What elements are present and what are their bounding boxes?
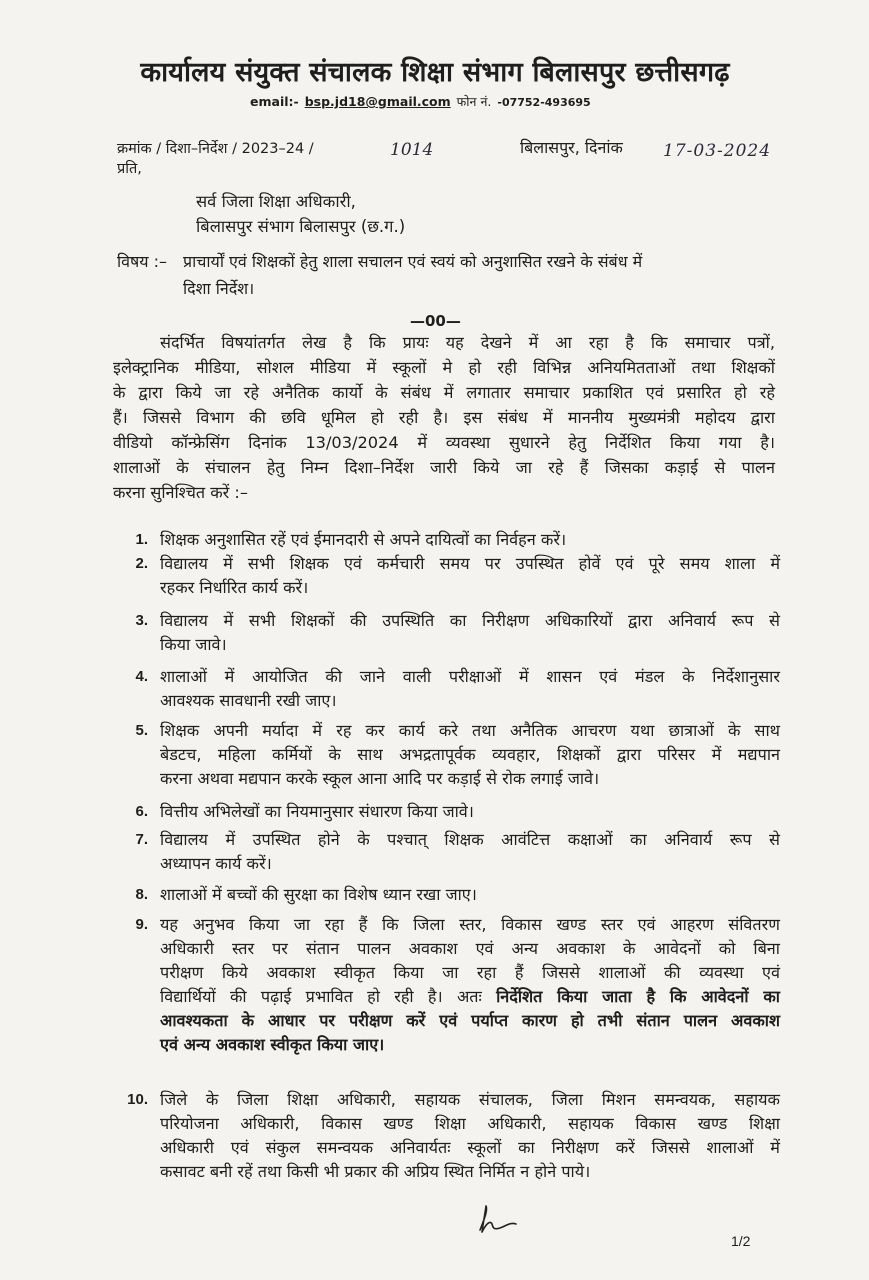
- intro-line: करना सुनिश्चित करें :–: [113, 483, 248, 502]
- item-text: विद्यालय में सभी शिक्षकों की उपस्थिति का निरीक्षण अधिकारियों द्वारा अनिवार्य रूप से: [160, 611, 780, 630]
- handwritten-date: 17-03-2024: [663, 141, 772, 161]
- item-number: 5.: [135, 722, 148, 739]
- page-number: 1/2: [731, 1233, 751, 1249]
- item-text: शिक्षक अपनी मर्यादा में रह कर कार्य करे तथा अनैतिक आचरण यथा छात्राओं के साथ: [160, 721, 780, 740]
- item-text-bold: आवश्यकता के आधार पर परीक्षण करें एवं पर्याप्त कारण हो तभी संतान पालन अवकाश: [160, 1011, 780, 1030]
- item-text: शालाओं में आयोजित की जाने वाली परीक्षाओं में शासन एवं मंडल के निर्देशानुसार: [160, 667, 780, 686]
- item-number: 1.: [135, 531, 148, 548]
- item-text: अधिकारी एवं संकुल समन्वयक अनिवार्यतः स्कूलों का निरीक्षण करें जिससे शालाओं में: [160, 1138, 780, 1157]
- email-label: email:-: [250, 94, 299, 109]
- reference-prefix: क्रमांक / दिशा–निर्देश / 2023–24 /: [117, 141, 314, 157]
- email-link[interactable]: bsp.jd18@gmail.com: [304, 94, 451, 109]
- item-text: आवश्यक सावधानी रखी जाए।: [160, 691, 337, 710]
- item-text: परीक्षण किये अवकाश स्वीकृत किया जा रहा हैं जिससे शालाओं की व्यवस्था एवं: [160, 963, 780, 982]
- item-number: 2.: [135, 555, 148, 572]
- item-text: करना अथवा मद्यपान करके स्कूल आना आदि पर कड़ाई से रोक लगाई जावे।: [160, 769, 600, 788]
- item-number: 10.: [127, 1091, 148, 1108]
- item-text: बेडटच, महिला कर्मियों के साथ अभद्रतापूर्वक व्यवहार, शिक्षकों द्वारा परिसर में मद्यपान: [160, 745, 780, 764]
- item-text: यह अनुभव किया जा रहा हैं कि जिला स्तर, विकास खण्ड स्तर एवं आहरण संवितरण: [160, 915, 780, 934]
- reference-number: 1014: [390, 140, 434, 160]
- phone-label: फोन नं.: [456, 94, 492, 109]
- item-text: कसावट बनी रहें तथा किसी भी प्रकार की अप्रिय स्थित निर्मित न होने पाये।: [160, 1162, 591, 1181]
- item-text: किया जावे।: [160, 635, 227, 654]
- item-text: शालाओं में बच्चों की सुरक्षा का विशेष ध्यान रखा जाए।: [160, 885, 477, 904]
- subject-line-1: प्राचार्यों एवं शिक्षकों हेतु शाला सचालन एवं स्वयं को अनुशासित रखने के संबंध में: [183, 252, 643, 271]
- signature-mark: [470, 1200, 530, 1240]
- item-text: रहकर निर्धारित कार्य करें।: [160, 578, 309, 597]
- addressee-line-2: बिलासपुर संभाग बिलासपुर (छ.ग.): [196, 217, 406, 236]
- item-text: अधिकारी स्तर पर संतान पालन अवकाश एवं अन्य अवकाश के आवेदनों को बिना: [160, 939, 780, 958]
- item-text: परियोजना अधिकारी, विकास खण्ड शिक्षा अधिकारी, सहायक विकास खण्ड शिक्षा: [160, 1114, 780, 1133]
- item-text: जिले के जिला शिक्षा अधिकारी, सहायक संचालक, जिला मिशन समन्वयक, सहायक: [160, 1090, 780, 1109]
- intro-line: वीडियो कॉन्फ्रेसिंग दिनांक 13/03/2024 में व्यवस्था सुधारने हेतु निर्देशित किया गया है।: [113, 433, 775, 452]
- item-text-bold: एवं अन्य अवकाश स्वीकृत किया जाए।: [160, 1035, 385, 1054]
- item-number: 6.: [135, 803, 148, 820]
- item-number: 7.: [135, 831, 148, 848]
- item-number: 4.: [135, 668, 148, 685]
- subject-line-2: दिशा निर्देश।: [183, 279, 255, 298]
- separator: —00—: [410, 312, 461, 330]
- item-text: विद्यालय में उपस्थित होने के पश्चात् शिक्षक आवंटित्त कक्षाओं का अनिवार्य रूप से: [160, 830, 780, 849]
- item-text: विद्यालय में सभी शिक्षक एवं कर्मचारी समय पर उपस्थित होवें एवं पूरे समय शाला में: [160, 554, 780, 573]
- office-title: कार्यालय संयुक्त संचालक शिक्षा संभाग बिलासपुर छत्तीसगढ़: [140, 57, 730, 88]
- item-number: 9.: [135, 916, 148, 933]
- contact-line: [250, 93, 591, 110]
- item-text: अध्यापन कार्य करें।: [160, 854, 272, 873]
- item-number: 8.: [135, 886, 148, 903]
- intro-line: संदर्भित विषयांतर्गत लेख है कि प्रायः यह देखने में आ रहा है कि समाचार पत्रों,: [160, 333, 775, 352]
- intro-line: हैं। जिससे विभाग की छवि धूमिल हो रही है। इस संबंध में माननीय मुख्यमंत्री महोदय द्वारा: [113, 408, 775, 427]
- intro-line: शालाओं के संचालन हेतु निम्न दिशा–निर्देश जारी किये जा रहे हैं जिसका कड़ाई से पालन: [113, 458, 775, 477]
- item-text: शिक्षक अनुशासित रहें एवं ईमानदारी से अपने दायित्वों का निर्वहन करें।: [160, 530, 567, 549]
- item-text: वित्तीय अभिलेखों का नियमानुसार संधारण किया जावे।: [160, 802, 474, 821]
- item-number: 3.: [135, 612, 148, 629]
- item-text: [160, 985, 780, 1010]
- intro-line: के द्वारा किये जा रहे अनैतिक कार्यो के संबंध में लगातार समाचार प्रकाशित एवं प्रसारित हो रहे: [113, 383, 775, 402]
- phone-number: -07752-493695: [497, 96, 591, 109]
- item-text-plain: विद्यार्थियों की पढ़ाई प्रभावित हो रही है। अतः: [160, 987, 482, 1006]
- prati-label: प्रति,: [117, 161, 142, 177]
- item-text-bold: निर्देशित किया जाता है कि आवेदनों का: [496, 987, 780, 1006]
- addressee-line-1: सर्व जिला शिक्षा अधिकारी,: [196, 192, 356, 211]
- subject-label: विषय :–: [117, 252, 168, 271]
- place-date-label: बिलासपुर, दिनांक: [520, 138, 623, 157]
- intro-line: इलेक्ट्रानिक मीडिया, सोशल मीडिया में स्कूलों मे हो रही विभिन्न अनियमितताओं तथा शिक्षकों: [113, 358, 775, 377]
